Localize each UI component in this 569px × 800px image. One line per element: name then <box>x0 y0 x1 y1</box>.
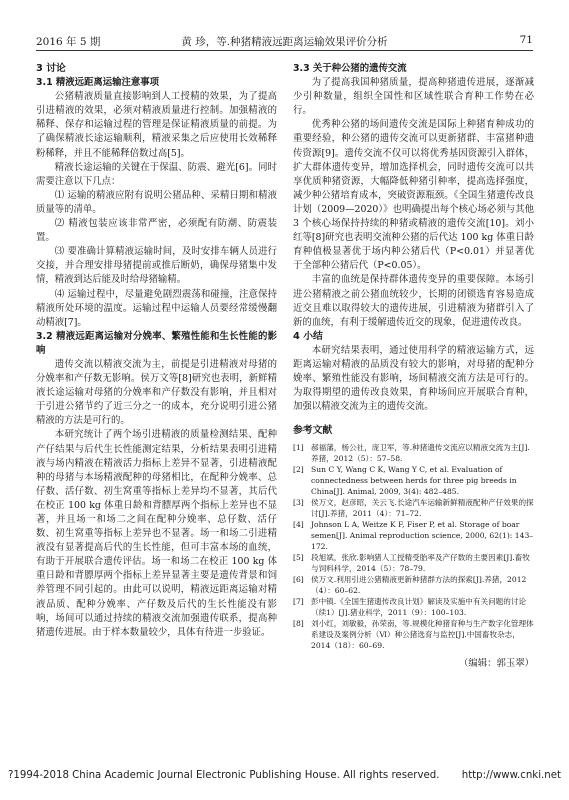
reference-item: [4] Johnson L A, Weitze K F, Fiser P, et al. Storage of boar semen[J]. Animal reproduction science, 2000, 62(1): 143–172. <box>293 520 534 552</box>
footer-url: http://www.cnki.net <box>461 770 561 781</box>
paragraph: 本研究结果表明，通过使用科学的精液运输方式，远距离运输对精液的品质没有较大的影响，对母猪的配种分娩率、繁殖性能没有影响，场间精液交流方法是可行的。为取得期望的遗传改良效果，育种场间应开展联合育种，加强以精液交流为主的遗传交流。 <box>293 344 534 413</box>
running-header <box>36 30 533 51</box>
editor-note: （编辑：郭玉翠） <box>458 658 534 670</box>
reference-item: [5] 段旭斌，张欣.影响猪人工授精受胎率及产仔数的主要因素[J].畜牧与饲料科学，2014（5）：78–79. <box>293 553 530 574</box>
section-heading-discussion: 3 讨论 <box>36 63 66 74</box>
issue-label: 2016 年 5 期 <box>36 36 101 48</box>
page-number: 71 <box>519 34 533 46</box>
list-item: ⑵ 精液包装应该非常严密，必须配有防潮、防震装置。 <box>36 218 277 244</box>
reference-item: [6] 侯万文.利用引进公猪精液更新种猪群方法的探索[J].养猪，2012（4）：60–62. <box>293 575 527 596</box>
references-heading: 参考文献 <box>293 425 333 437</box>
right-column <box>293 62 534 672</box>
subsection-heading-3-1: 3.1 精液远距离运输注意事项 <box>36 77 159 89</box>
subsection-heading-3-3: 3.3 关于种公猪的遗传交流 <box>293 63 407 74</box>
paragraph: 公猪精液质量直接影响到人工授精的效果，为了提高引进精液的效果，必须对精液质量进行控制。加强精液的稀释、保存和运输过程的管理是保证精液质量的前提。为了确保精液长途运输顺利，精液采集之后应使用长效稀释粉稀释，并且不能稀释倍数过高[5]。 <box>36 91 277 159</box>
reference-item: [1] 郝福藩，杨公社，庞卫军，等.种猪遗传交流应以精液交流为主[J].养猪，2012（5）：57–58. <box>293 443 530 464</box>
list-item: ⑴ 运输的精液应附有说明公猪品种、采精日期和精液质量等的清单。 <box>36 189 277 215</box>
paragraph: 本研究统计了两个场引进精液的质量检测结果、配种产仔结果与后代生长性能测定结果，分析结果表明引进精液与场内精液在精液活力指标上差异不显著，引进精液配种的母猪与本场精液配种的母猪相比，在配种分娩率、总仔数、活仔数、初生窝重等指标上差异均不显著，其后代在校正 100 kg 体重日龄和背膘厚两个指标上差异也不显著，并且场一和场二之间在配种分娩率、总仔数、活仔数、初生窝重等指标上差异也不显著。场一和场二引进精液没有显著提高后代的生长性能，但可丰富本场的血统，有助于开展联合遗传评估。场一和场二在校正 100 kg 体重日龄和背膘厚两个指标上差异显著主要是遗传背景和饲养管理不同引起的。由此可以说明，精液远距离运输对精液品质、配种分娩率、产仔数及后代的生长性能没有影响，场间可以通过持续的精液交流加强遗传联系，提高种猪遗传进展。由于样本数量较少，具体有待进一步验证。 <box>36 429 277 638</box>
paragraph: 丰富的血统是保持群体遗传变异的重要保障。本场引进公猪精液之前公猪血统较少，长期的闭锁选育容易造成近交且难以取得较大的遗传进展，引进精液为猪群引入了新的血统，有利于缓解遗传近交的现象，促进遗传改良。 <box>293 274 534 328</box>
section-heading-summary: 4 小结 <box>293 330 323 342</box>
paragraph: 遗传交流以精液交流为主，前提是引进精液对母猪的分娩率和产仔数无影响。侯万文等[8]研究也表明，新鲜精液长途运输对母猪的分娩率和产仔数没有影响，并且相对于引进公猪节约了近三分之一的成本，充分说明引进公猪精液的方法是可行的。 <box>36 358 277 427</box>
list-item: ⑷ 运输过程中，尽量避免剧烈震荡和碰撞，注意保持精液所处环境的温度。运输过程中运输人员要经常缓慢翻动精液[7]。 <box>36 288 277 328</box>
paragraph: 优秀种公猪的场间遗传交流是国际上种猪育种成功的重要经验，种公猪的遗传交流可以更新猪群、丰富猪种遗传资源[9]。遗传交流不仅可以将优秀基因资源引入群体，扩大群体遗传变异，增加选择机会，同时遗传交流可以共享优质种猪资源，大幅降低种猪引种率，提高选择强度，减少种公猪培育成本，突破资源瓶颈。《全国生猪遗传改良计划（2009—2020）》也明确提出每个核心场必须与其他 3 个核心场保持持续的种猪或精液的遗传交流[10]。刘小红等[8]研究也表明交流种公猪的后代达 100 kg 体重日龄育种值极显著优于场内种公猪后代（P<0.01）并显著优于全部种公猪后代（P<0.05）。 <box>293 119 534 272</box>
article-running-title: 黄 珍，等.种猪精液远距离运输效果评价分析 <box>181 36 388 48</box>
paragraph: 精液长途运输的关键在于保温、防震、避光[6]。同时需要注意以下几点： <box>36 161 277 187</box>
reference-item: [2] Sun C Y, Wang C K, Wang Y C, et al. Evaluation of connectedness between herds for three pig breeds in China[J]. Animal, 2009, 3(4): 482–485. <box>293 465 517 497</box>
reference-item: [8] 刘小红，刘敏毅，孙荣南，等.规模化种猪育种与生产数字化管理体系建设及案例分析（Ⅵ）种公猪选育与监控[J].中国畜牧杂志，2014（18）：60–69. <box>293 619 534 651</box>
reference-item: [7] 彭中镇.《全国生猪遗传改良计划》解读及实施中有关问题的讨论（续1）[J].猪业科学，2011（9）：100–103. <box>293 597 527 618</box>
reference-item: [3] 侯万文，赵彦昭，关云飞.长途汽车运输新鲜精液配种产仔效果的探讨[J].养猪，2011（4）：71–72. <box>293 498 534 519</box>
paragraph: 为了提高我国种猪质量，提高种猪遗传进展，逐渐减少引种数量，组织全国性和区域性联合育种工作势在必行。 <box>293 77 534 117</box>
copyright-notice: ?1994-2018 China Academic Journal Electronic Publishing House. All rights reserved. <box>8 770 440 781</box>
left-column <box>36 62 277 640</box>
reference-list <box>293 442 534 651</box>
list-item: ⑶ 要准确计算精液运输时间，及时安排车辆人员进行交接，并合理安排母猪提前或推后断奶，确保母猪集中发情，精液到达后能及时给母猪输精。 <box>36 246 277 286</box>
subsection-heading-3-2: 3.2 精液远距离运输对分娩率、繁殖性能和生长性能的影响 <box>36 330 277 356</box>
